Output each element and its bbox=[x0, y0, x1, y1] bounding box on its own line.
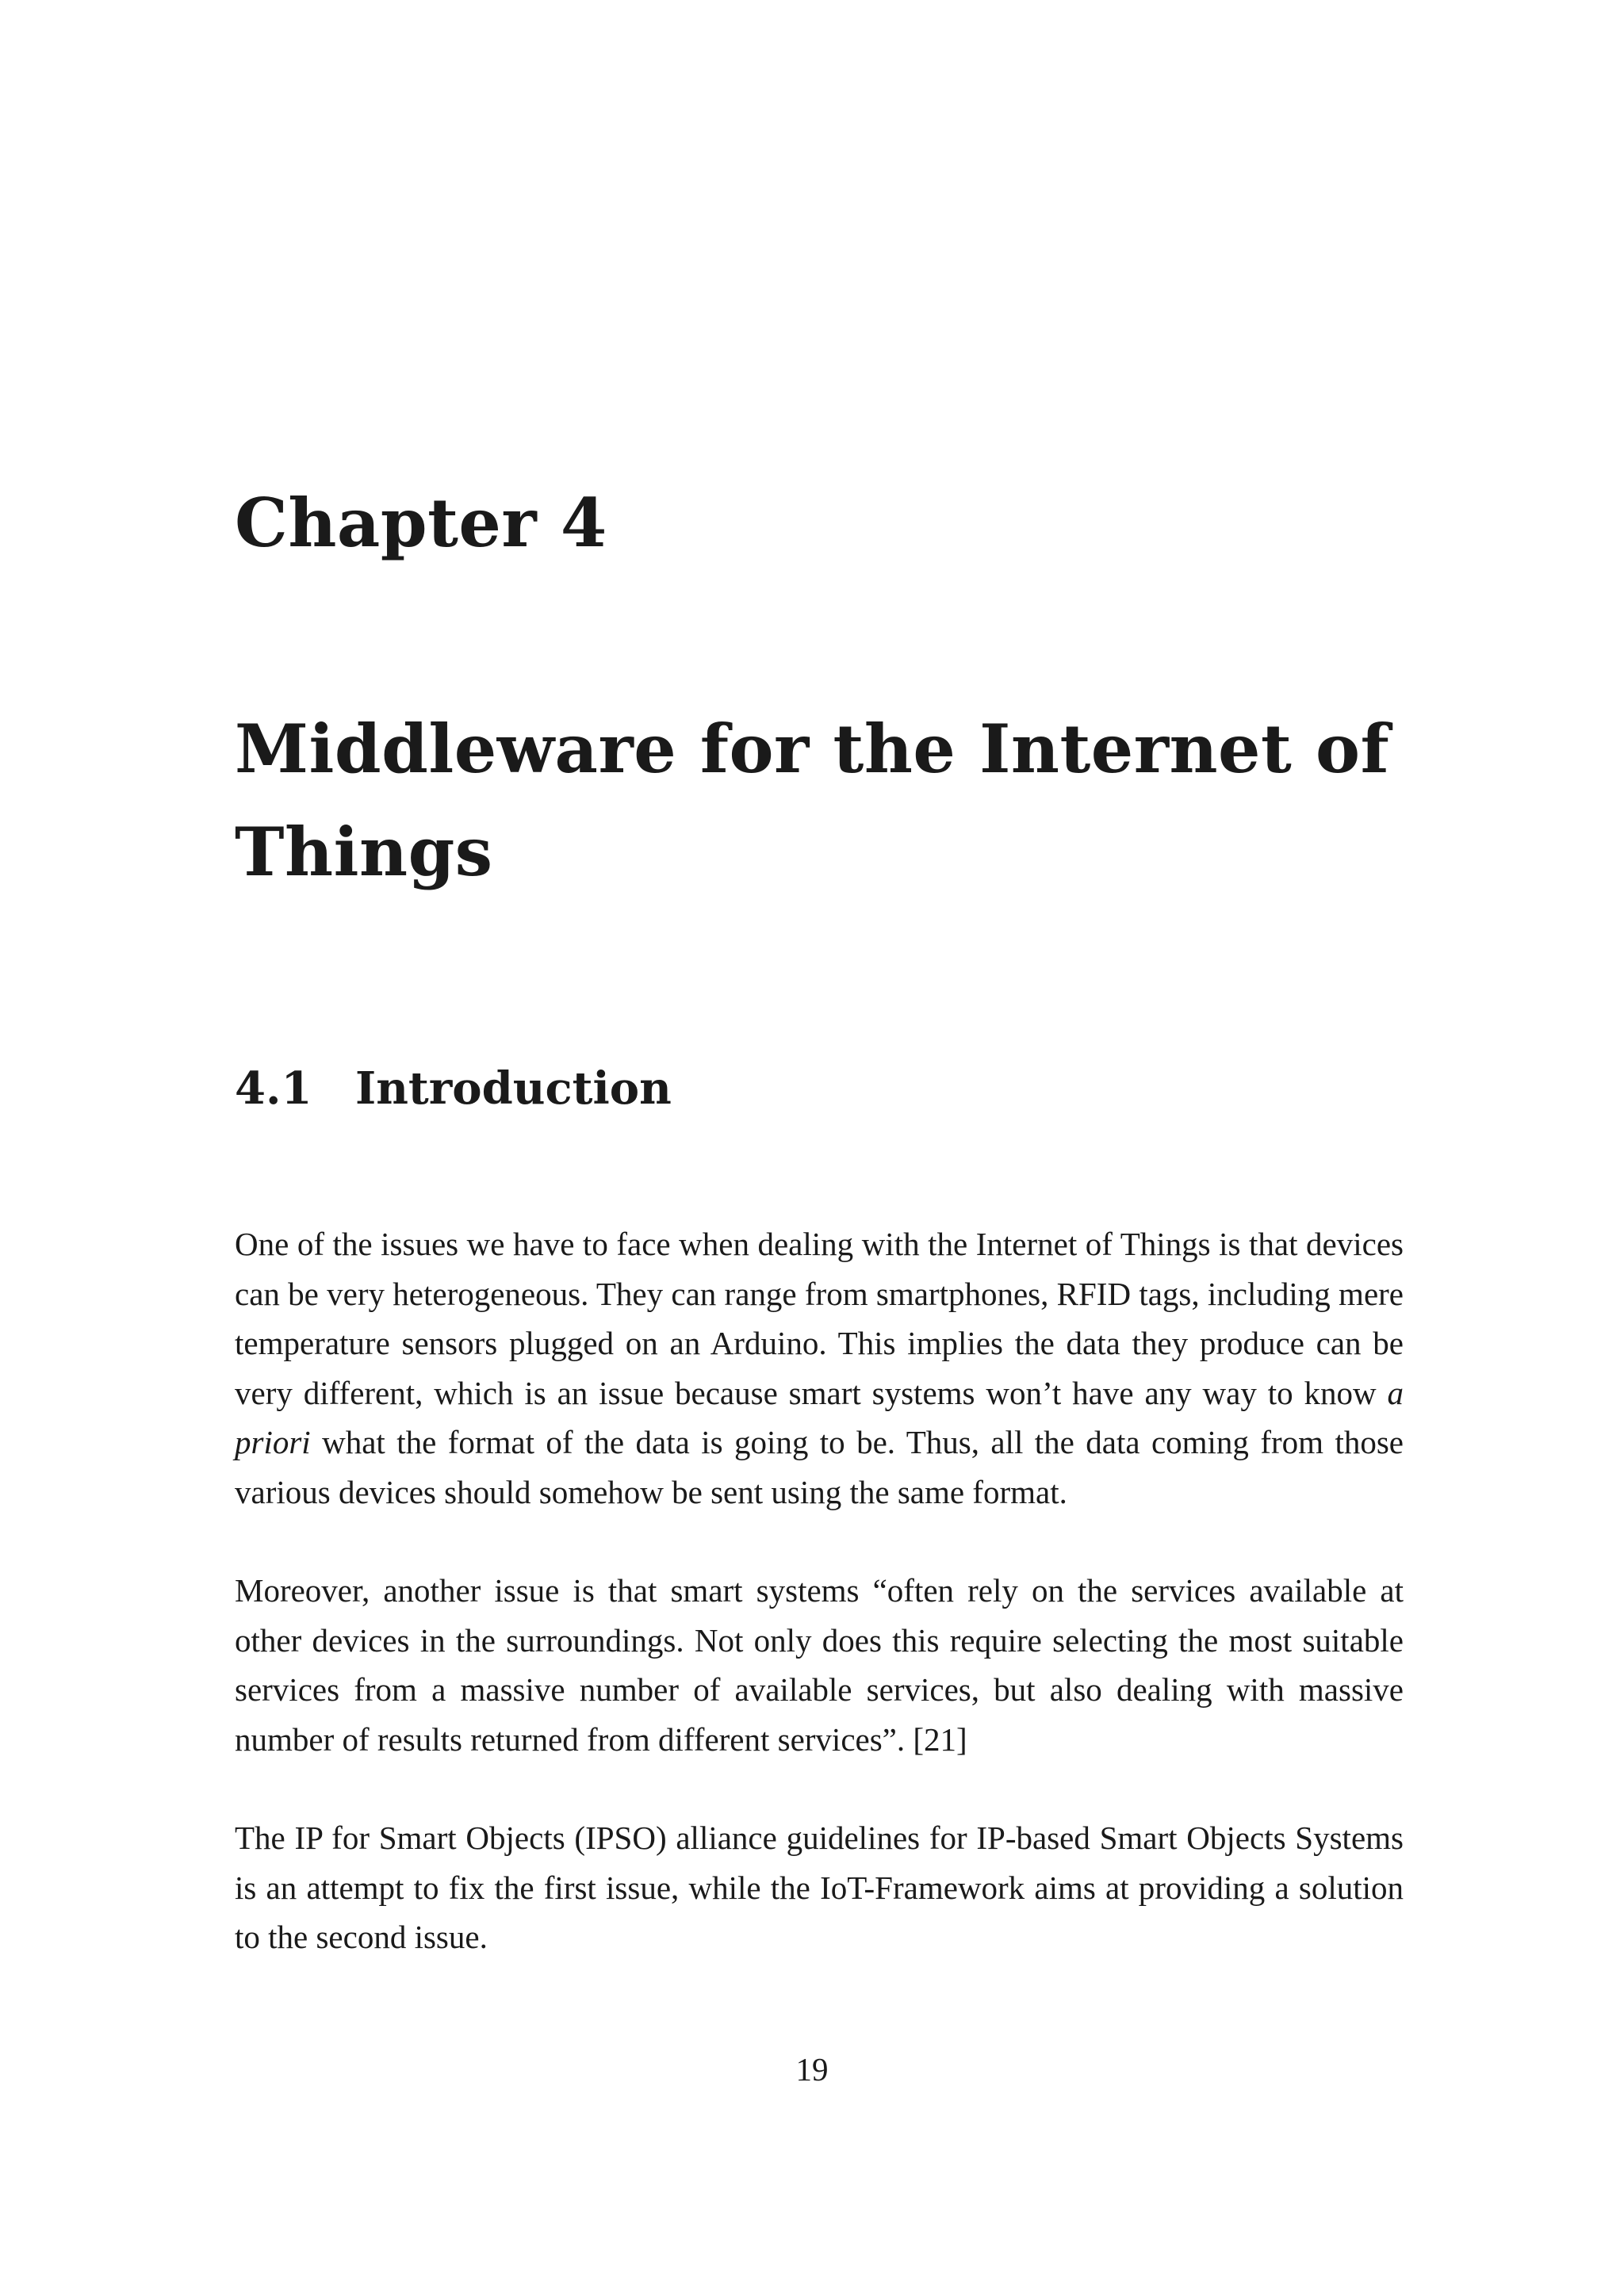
body-text bbox=[235, 1219, 1404, 2011]
page-number: 19 bbox=[795, 2051, 829, 2087]
section-number: 4.1 bbox=[235, 1062, 312, 1115]
paragraph-1-text-end: what the format of the data is going to be. Thus, all the data coming from those various devices should somehow be sent using the same format. bbox=[235, 1424, 1404, 1510]
chapter-label: Chapter 4 bbox=[235, 484, 607, 562]
paragraph-3: The IP for Smart Objects (IPSO) alliance guidelines for IP-based Smart Objects Systems is an attempt to fix the first issue, while the IoT-Framework aims at providing a solution to the second issue. bbox=[235, 1820, 1404, 1955]
paragraph-1 bbox=[235, 1219, 1404, 1517]
section-title: Introduction bbox=[355, 1062, 672, 1115]
paragraph-2: Moreover, another issue is that smart systems “often rely on the services available at other devices in the surroundings. Not only does this require selecting the most suitable services from a massive number of available services, but also dealing with massive number of results returned from different services”. [21] bbox=[235, 1572, 1404, 1758]
paragraph-1-emphasis: a priori bbox=[235, 1374, 1404, 1460]
paragraph-1-text-start: One of the issues we have to face when dealing with the Internet of Things is that devices can be very heterogeneous. They can range from smartphones, RFID tags, including mere temperature sensors plugged on an Arduino. This implies the data they produce can be very different, which is an issue because smart systems won’t have any way to know bbox=[235, 1226, 1404, 1411]
chapter-title: Middleware for the Internet of Things bbox=[235, 710, 1390, 891]
section-heading bbox=[235, 1062, 672, 1115]
